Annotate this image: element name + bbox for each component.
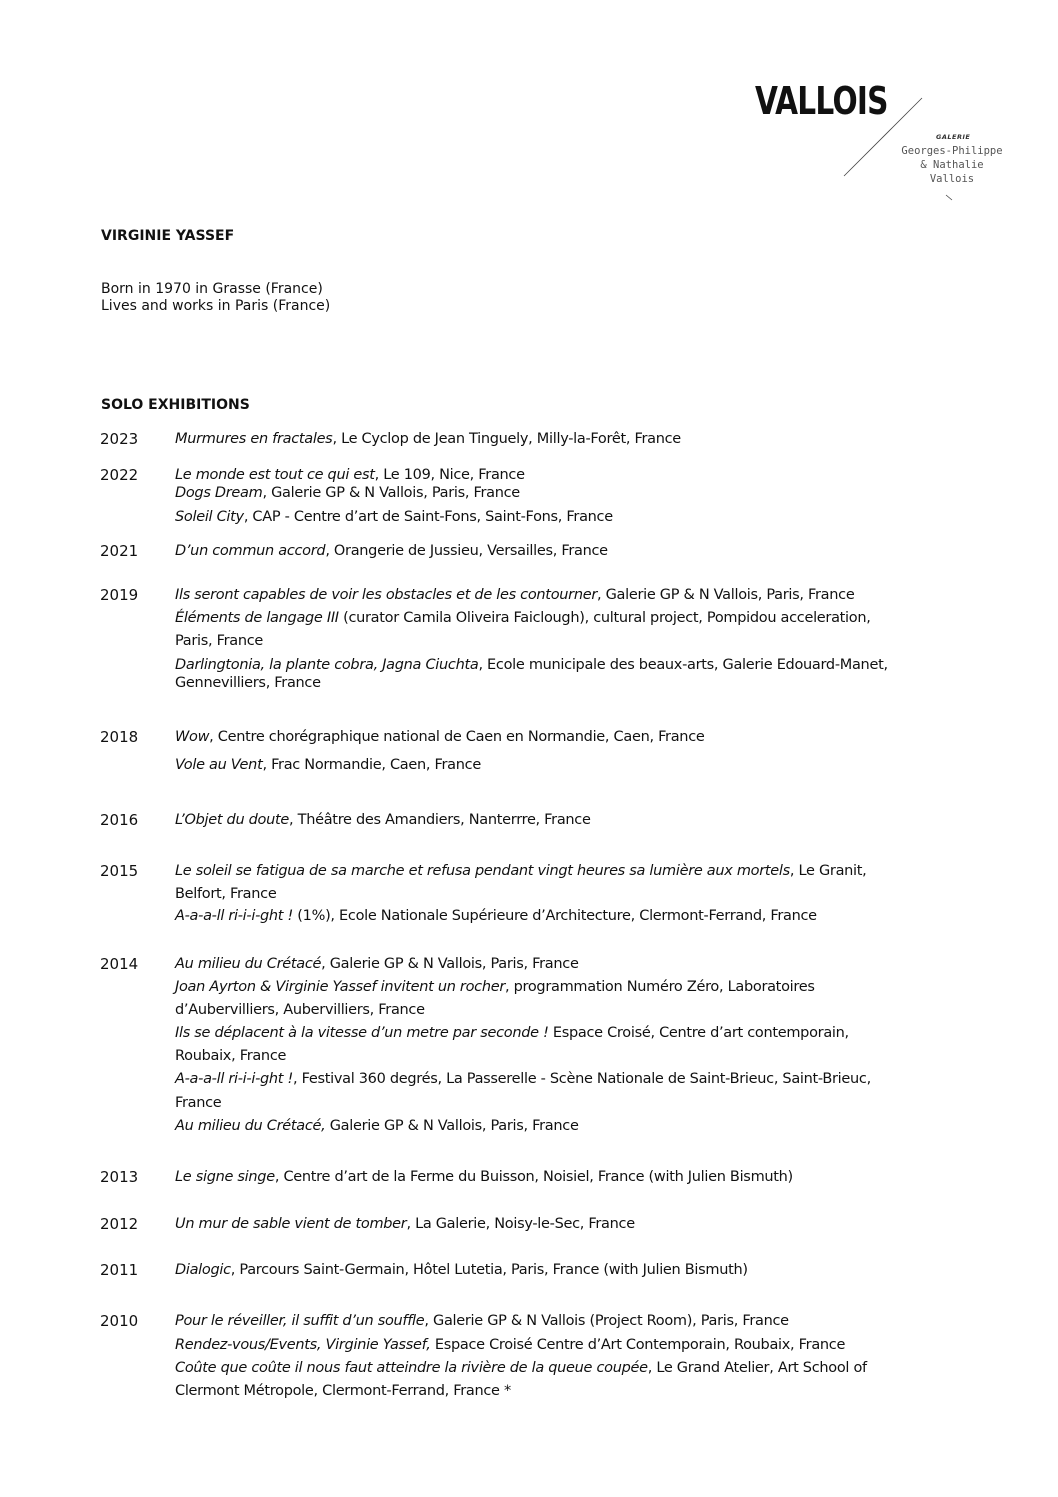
exhibition-year: 2021	[100, 542, 139, 560]
exhibition-line	[175, 430, 681, 448]
exhibition-venue: , Centre chorégraphique national de Caen en Normandie, Caen, France	[209, 729, 705, 745]
exhibition-venue: Gennevilliers, France	[175, 675, 321, 691]
exhibition-title: Le monde est tout ce qui est	[175, 467, 375, 483]
exhibition-venue: (1%), Ecole Nationale Supérieure d’Architecture, Clermont-Ferrand, France	[293, 908, 817, 924]
exhibition-line	[175, 484, 520, 502]
exhibition-venue: d’Aubervilliers, Aubervilliers, France	[175, 1002, 425, 1018]
exhibition-title: L’Objet du doute	[175, 812, 290, 828]
exhibition-line	[175, 1168, 793, 1186]
exhibition-venue: Espace Croisé, Centre d’art contemporain,	[548, 1025, 849, 1041]
exhibition-venue: , Frac Normandie, Caen, France	[262, 757, 481, 773]
exhibition-venue: , Le Cyclop de Jean Tinguely, Milly-la-Forêt, France	[332, 431, 681, 447]
exhibition-title: Murmures en fractales	[175, 431, 333, 447]
exhibition-line	[175, 656, 888, 674]
exhibition-line	[175, 728, 705, 746]
exhibition-title: Pour le réveiller, il suffit d’un souffle	[175, 1313, 425, 1329]
artist-bio	[101, 281, 330, 315]
exhibition-line	[175, 1117, 579, 1135]
exhibition-venue: , Orangerie de Jussieu, Versailles, France	[325, 543, 608, 559]
exhibition-venue: , Théâtre des Amandiers, Nanterrre, France	[289, 812, 591, 828]
exhibition-title: Darlingtonia, la plante cobra, Jagna Ciuchta	[175, 657, 479, 673]
exhibition-line	[175, 466, 525, 484]
exhibition-line	[175, 632, 263, 650]
exhibition-venue: Roubaix, France	[175, 1048, 287, 1064]
exhibition-line	[175, 1070, 871, 1088]
exhibition-line	[175, 862, 866, 880]
exhibition-venue: , Centre d’art de la Ferme du Buisson, Noisiel, France (with Julien Bismuth)	[274, 1169, 793, 1185]
exhibition-title: Dialogic	[175, 1262, 231, 1278]
exhibition-venue: , Le 109, Nice, France	[374, 467, 525, 483]
exhibition-year: 2016	[100, 811, 139, 829]
section-title: SOLO EXHIBITIONS	[101, 397, 250, 413]
exhibition-title: Dogs Dream	[175, 485, 263, 501]
artist-name: VIRGINIE YASSEF	[101, 228, 235, 244]
exhibition-year: 2011	[100, 1261, 139, 1279]
exhibition-line	[175, 955, 579, 973]
exhibition-venue: , Ecole municipale des beaux-arts, Galerie Edouard-Manet,	[478, 657, 888, 673]
exhibition-line	[175, 1094, 221, 1112]
logo-galerie-label: GALERIE	[936, 133, 971, 141]
exhibition-venue: France	[175, 1095, 222, 1111]
exhibition-title: D’un commun accord	[175, 543, 326, 559]
exhibition-venue: , Le Granit,	[789, 863, 867, 879]
exhibition-venue: , Galerie GP & N Vallois (Project Room), Paris, France	[424, 1313, 789, 1329]
exhibition-line	[175, 1312, 789, 1330]
exhibition-line	[175, 1336, 845, 1354]
exhibition-line	[175, 1382, 511, 1400]
exhibition-line	[175, 1261, 748, 1279]
exhibition-line	[175, 609, 871, 627]
exhibition-venue: Espace Croisé Centre d’Art Contemporain, Roubaix, France	[430, 1337, 846, 1353]
exhibition-venue: , Galerie GP & N Vallois, Paris, France	[597, 587, 855, 603]
exhibition-line	[175, 1047, 286, 1065]
exhibition-year: 2018	[100, 728, 139, 746]
exhibition-venue: (curator Camila Oliveira Faiclough), cultural project, Pompidou acceleration,	[338, 610, 871, 626]
exhibition-line	[175, 1215, 635, 1233]
exhibition-venue: Belfort, France	[175, 886, 277, 902]
exhibition-title: Joan Ayrton & Virginie Yassef invitent un rocher	[175, 979, 505, 995]
exhibition-title: A-a-a-ll ri-i-i-ght !	[175, 908, 293, 924]
exhibition-venue: , Galerie GP & N Vallois, Paris, France	[321, 956, 579, 972]
exhibition-title: Le signe singe	[175, 1169, 275, 1185]
exhibition-line	[175, 674, 321, 692]
exhibition-venue: Galerie GP & N Vallois, Paris, France	[325, 1118, 579, 1134]
exhibition-title: Un mur de sable vient de tomber	[175, 1216, 407, 1232]
exhibition-year: 2013	[100, 1168, 139, 1186]
exhibition-title: A-a-a-ll ri-i-i-ght !	[175, 1071, 293, 1087]
exhibition-year: 2019	[100, 586, 139, 604]
exhibition-line	[175, 978, 815, 996]
exhibition-venue: , CAP - Centre d’art de Saint-Fons, Saint-Fons, France	[243, 509, 613, 525]
exhibition-year: 2015	[100, 862, 139, 880]
exhibition-title: Le soleil se fatigua de sa marche et refusa pendant vingt heures sa lumière aux mortels	[175, 863, 790, 879]
exhibition-title: Vole au Vent	[175, 757, 263, 773]
bio-line: Born in 1970 in Grasse (France)	[101, 281, 323, 297]
exhibition-title: Wow	[175, 729, 210, 745]
exhibition-title: Au milieu du Crétacé	[175, 956, 322, 972]
exhibition-title: Soleil City	[175, 509, 244, 525]
logo-name-line: Georges-Philippe	[901, 145, 1003, 157]
exhibition-year: 2012	[100, 1215, 139, 1233]
exhibition-year: 2022	[100, 466, 139, 484]
exhibition-title: Au milieu du Crétacé,	[175, 1118, 326, 1134]
exhibition-venue: , Parcours Saint-Germain, Hôtel Lutetia, Paris, France (with Julien Bismuth)	[230, 1262, 748, 1278]
exhibition-line	[175, 811, 591, 829]
exhibition-year: 2023	[100, 430, 139, 448]
logo-gallery-names	[896, 144, 1008, 186]
exhibition-venue: , Festival 360 degrés, La Passerelle - Scène Nationale de Saint-Brieuc, Saint-Brieuc,	[293, 1071, 871, 1087]
exhibition-line	[175, 756, 481, 774]
logo-wordmark: VALLOIS	[755, 79, 888, 123]
exhibition-line	[175, 885, 276, 903]
exhibition-title: Rendez-vous/Events, Virginie Yassef,	[175, 1337, 431, 1353]
exhibition-title: Éléments de langage III	[175, 610, 339, 626]
exhibition-venue: Clermont Métropole, Clermont-Ferrand, France *	[175, 1383, 511, 1399]
logo-name-line: Vallois	[929, 173, 975, 185]
exhibition-line	[175, 1024, 849, 1042]
exhibition-title: Ils se déplacent à la vitesse d’un metre par seconde !	[175, 1025, 549, 1041]
exhibition-line	[175, 586, 854, 604]
logo-name-line: & Nathalie	[920, 159, 984, 171]
bio-line: Lives and works in Paris (France)	[101, 298, 331, 314]
exhibition-venue: , Le Grand Atelier, Art School of	[647, 1360, 867, 1376]
exhibition-line	[175, 907, 817, 925]
exhibition-line	[175, 1001, 425, 1019]
logo-tick-icon	[945, 194, 955, 202]
exhibition-line	[175, 542, 608, 560]
exhibition-year: 2014	[100, 955, 139, 973]
exhibition-title: Coûte que coûte il nous faut atteindre la rivière de la queue coupée	[175, 1360, 648, 1376]
exhibition-venue: Paris, France	[175, 633, 264, 649]
exhibition-line	[175, 1359, 867, 1377]
exhibition-line	[175, 508, 613, 526]
exhibition-title: Ils seront capables de voir les obstacles et de les contourner	[175, 587, 597, 603]
exhibition-year: 2010	[100, 1312, 139, 1330]
exhibition-venue: , La Galerie, Noisy-le-Sec, France	[406, 1216, 635, 1232]
exhibition-venue: , programmation Numéro Zéro, Laboratoires	[505, 979, 815, 995]
exhibition-venue: , Galerie GP & N Vallois, Paris, France	[262, 485, 520, 501]
